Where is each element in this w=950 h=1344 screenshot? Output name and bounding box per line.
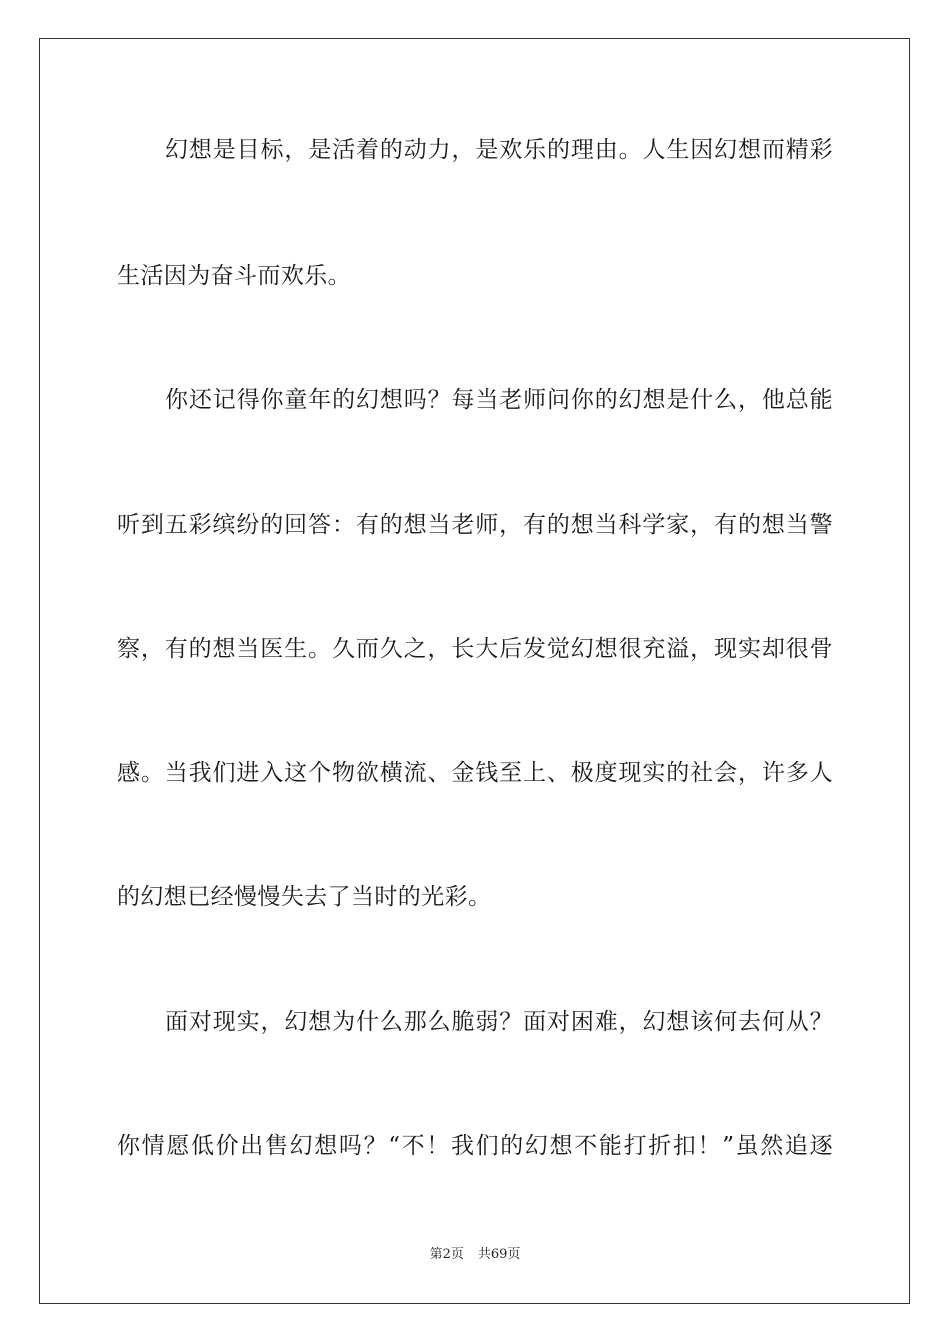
page-border xyxy=(39,38,910,1304)
text-line-8: 面对现实，幻想为什么那么脆弱？面对困难，幻想该何去何从？ xyxy=(165,1009,833,1035)
text-line-9: 你情愿低价出售幻想吗？“不！我们的幻想不能打折扣！”虽然追逐 xyxy=(117,1133,833,1159)
text-line-2: 生活因为奋斗而欢乐。 xyxy=(117,263,351,289)
text-line-5: 察，有的想当医生。久而久之，长大后发觉幻想很充溢，现实却很骨 xyxy=(117,636,833,662)
page-footer xyxy=(0,1247,950,1263)
text-line-3: 你还记得你童年的幻想吗？每当老师问你的幻想是什么，他总能 xyxy=(165,387,833,413)
text-line-1: 幻想是目标，是活着的动力，是欢乐的理由。人生因幻想而精彩 xyxy=(165,137,833,163)
text-line-6: 感。当我们进入这个物欲横流、金钱至上、极度现实的社会，许多人 xyxy=(117,760,833,786)
text-line-4: 听到五彩缤纷的回答：有的想当老师，有的想当科学家，有的想当警 xyxy=(117,512,833,538)
text-line-7: 的幻想已经慢慢失去了当时的光彩。 xyxy=(117,884,492,910)
page-number: 第2页 xyxy=(429,1247,464,1262)
total-pages: 共69页 xyxy=(477,1247,521,1262)
